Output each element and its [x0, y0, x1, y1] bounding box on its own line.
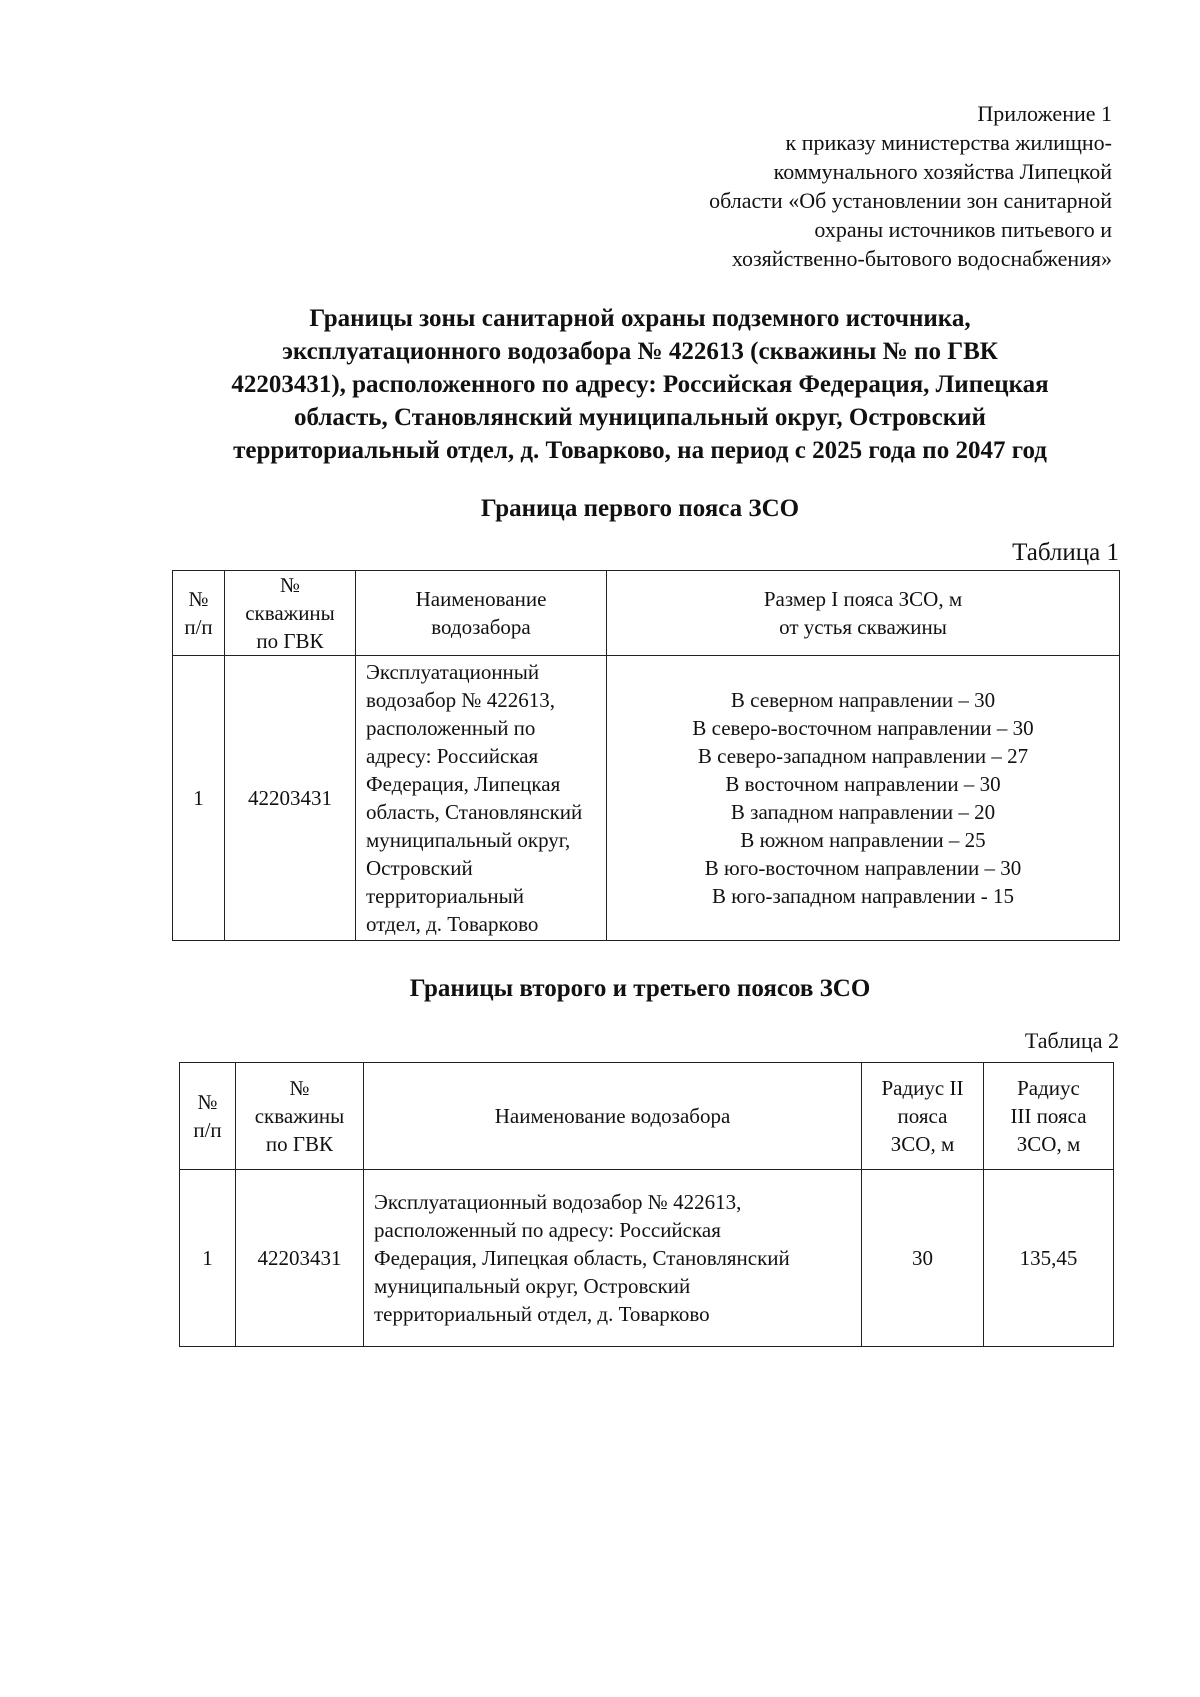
header-num: № п/п	[180, 1063, 236, 1170]
appendix-line: хозяйственно-бытового водоснабжения»	[731, 246, 1112, 271]
table2-caption: Таблица 2	[1024, 1028, 1119, 1053]
appendix-line: коммунального хозяйства Липецкой	[773, 159, 1112, 184]
section1-title: Граница первого пояса ЗСО	[480, 495, 800, 522]
title-line: область, Становлянский муниципальный округ, Островский	[294, 404, 986, 431]
name-line: территориальный отдел, д. Товарково	[374, 1302, 710, 1326]
table1-header-row	[173, 571, 1120, 656]
name-line: Эксплуатационный	[366, 660, 540, 684]
name-line: муниципальный округ,	[366, 828, 571, 852]
title-line: территориальный отдел, д. Товарково, на период с 2025 года по 2047 год	[233, 437, 1047, 464]
direction-line: В восточном направлении – 30	[725, 772, 1001, 796]
header-num: № п/п	[173, 571, 225, 656]
header-well: № скважины по ГВК	[236, 1063, 364, 1170]
name-line: Федерация, Липецкая область, Становлянский	[374, 1246, 790, 1270]
table2	[179, 1062, 1114, 1347]
table2-header-row	[180, 1063, 1114, 1170]
document-title	[160, 302, 1120, 467]
direction-line: В юго-восточном направлении – 30	[704, 856, 1022, 880]
direction-line: В северо-восточном направлении – 30	[692, 716, 1034, 740]
cell-name	[364, 1170, 862, 1347]
header-radius-3: Радиус III пояса ЗСО, м	[984, 1063, 1114, 1170]
cell-radius-3: 135,45	[984, 1170, 1114, 1347]
table-row	[180, 1170, 1114, 1347]
appendix-header	[592, 99, 1112, 273]
cell-radius-2: 30	[862, 1170, 984, 1347]
appendix-line: области «Об установлении зон санитарной	[709, 188, 1112, 213]
cell-directions	[607, 656, 1120, 941]
cell-name	[356, 656, 607, 941]
appendix-line: Приложение 1	[977, 101, 1112, 126]
cell-well: 42203431	[236, 1170, 364, 1347]
header-well: № скважины по ГВК	[225, 571, 356, 656]
cell-num: 1	[173, 656, 225, 941]
name-line: территориальный	[366, 884, 525, 908]
section2-title: Границы второго и третьего поясов ЗСО	[409, 975, 871, 1002]
header-name: Наименование водозабора	[364, 1063, 862, 1170]
name-line: муниципальный округ, Островский	[374, 1274, 691, 1298]
appendix-line: охраны источников питьевого и	[814, 217, 1112, 242]
title-line: Границы зоны санитарной охраны подземного источника,	[309, 305, 971, 332]
title-line: эксплуатационного водозабора № 422613 (скважины № по ГВК	[282, 338, 998, 365]
appendix-line: к приказу министерства жилищно-	[785, 130, 1112, 155]
name-line: Федерация, Липецкая	[366, 772, 561, 796]
direction-line: В юго-западном направлении - 15	[712, 884, 1014, 908]
name-line: водозабор № 422613,	[366, 688, 555, 712]
direction-line: В северо-западном направлении – 27	[697, 744, 1029, 768]
header-size: Размер I пояса ЗСО, м от устья скважины	[607, 571, 1120, 656]
name-line: адресу: Российская	[366, 744, 539, 768]
cell-num: 1	[180, 1170, 236, 1347]
direction-line: В северном направлении – 30	[730, 688, 996, 712]
title-line: 42203431), расположенного по адресу: Российская Федерация, Липецкая	[231, 371, 1049, 398]
header-name: Наименование водозабора	[356, 571, 607, 656]
direction-line: В южном направлении – 25	[740, 828, 986, 852]
name-line: расположенный по адресу: Российская	[374, 1218, 721, 1242]
header-radius-2: Радиус II пояса ЗСО, м	[862, 1063, 984, 1170]
name-line: Островский	[366, 856, 473, 880]
table1-caption: Таблица 1	[1012, 539, 1119, 566]
name-line: область, Становлянский	[366, 800, 583, 824]
name-line: Эксплуатационный водозабор № 422613,	[374, 1190, 742, 1214]
name-line: отдел, д. Товарково	[366, 912, 539, 936]
table1	[172, 570, 1120, 941]
table-row	[173, 656, 1120, 941]
name-line: расположенный по	[366, 716, 536, 740]
direction-line: В западном направлении – 20	[730, 800, 996, 824]
cell-well: 42203431	[225, 656, 356, 941]
